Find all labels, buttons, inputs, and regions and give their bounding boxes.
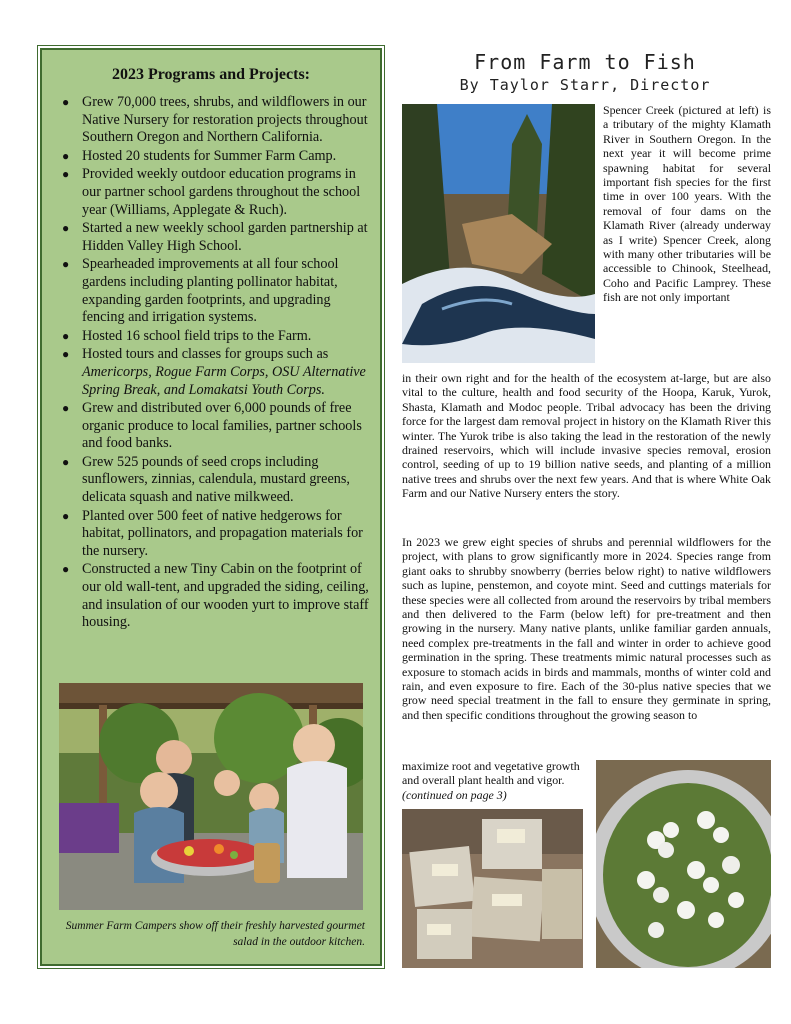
sidebar-title: 2023 Programs and Projects: xyxy=(111,66,311,83)
list-item: ● Grew and distributed over 6,000 pounds of free organic produce to local families, partner schools and food banks. xyxy=(62,400,362,452)
list-item: ● Started a new weekly school garden partnership at Hidden Valley High School. xyxy=(62,220,368,254)
list-item: ● Planted over 500 feet of native hedgerows for habitat, pollinators, and propagation materials for the nursery. xyxy=(62,507,363,559)
programs-sidebar xyxy=(40,48,382,966)
spencer-creek-photo xyxy=(402,104,595,363)
list-item: ● Hosted 20 students for Summer Farm Camp. xyxy=(62,147,337,164)
bullet-icon: ● xyxy=(62,95,70,109)
bullet-icon: ● xyxy=(62,221,70,236)
snowberry-photo xyxy=(596,760,771,968)
photo-caption: Summer Farm Campers show off their freshly harvested gourmet salad in the outdoor kitchen. xyxy=(65,920,365,948)
bullet-icon: ● xyxy=(62,401,70,416)
article-paragraph-2-wrap: maximize root and vegetative growth and overall plant health and vigor. (continued on page 3) xyxy=(402,759,580,802)
article-paragraph-1: in their own right and for the health of the ecosystem at-large, but are also vital to the culture, health and food security of the Hoopa, Karuk, Yurok, Shasta, Klamath and Modoc people. Tribal advocacy has been the driving force for the largest dam removal project in history on the Klamath River this winter. The Yurok tribe is also taking the lead in the restoration of the newly drained reservoirs, which will include invasive species removal, erosion control, seeding of up to 19 billion native seeds, and planting of a million native trees and shrubs over the next few years. And that is where White Oak Farm and our Native Nursery enters the story. xyxy=(402,371,771,501)
list-item: ● Hosted 16 school field trips to the Farm. xyxy=(62,327,312,344)
bullet-icon: ● xyxy=(62,328,70,343)
list-item: ● Spearheaded improvements at all four school gardens including planting pollinator habitat, expanding garden footprints, and upgrading fencing and irrigation systems. xyxy=(62,256,339,326)
article-paragraph-2: In 2023 we grew eight species of shrubs and perennial wildflowers for the project, with plans to grow significantly more in 2024. Species range from giant oaks to shrubby snowberry (berries below right) to native wildflowers such as lupine, penstemon, and coyote mint. Seed and cuttings materials for these species were all collected from around the reservoirs by tribal members and then delivered to the Farm (below left) for pre-treatment and then growing in the nursery. Many native plants, unlike familiar garden annuals, need complex pre-treatments in the fall and winter in order to achieve good germination in the spring. These treatments mimic natural processes such as exposure to stomach acids in birds and mammals, months of winter cold and rain, and even exposure to fire. Each of the 30-plus native species that we grow need special treatment in the fall to ensure they germinate in spring, and then specific conditions throughout the growing season to xyxy=(402,535,771,722)
bullet-icon: ● xyxy=(62,562,70,577)
article-byline: By Taylor Starr, Director xyxy=(459,76,711,94)
bullet-icon: ● xyxy=(62,167,70,182)
continued-link: (continued on page 3) xyxy=(402,787,507,802)
list-item: ● Grew 525 pounds of seed crops including sunflowers, zinnias, calendula, mustard greens, delicata squash and native milkweed. xyxy=(62,453,350,506)
list-item: ● Hosted tours and classes for groups such as Americorps, Rogue Farm Corps, OSU Alternative Spring Break, and Lomakatsi Youth Corps. xyxy=(62,346,366,398)
article-title: From Farm to Fish xyxy=(474,50,696,74)
seed-bags-photo xyxy=(402,809,583,968)
list-item: ● Constructed a new Tiny Cabin on the footprint of our old wall-tent, and upgraded the siding, ceiling, and insulation of our wooden yurt to improve staff housing. xyxy=(62,561,369,631)
bullet-icon: ● xyxy=(62,148,70,163)
list-item: ● Provided weekly outdoor education programs in our partner school gardens throughout the school year (Williams, Applegate & Ruch). xyxy=(62,166,361,218)
farm-camp-photo xyxy=(59,683,363,910)
list-item: ● Grew 70,000 trees, shrubs, and wildflowers in our Native Nursery for restoration projects throughout Southern Oregon and Northern California. xyxy=(62,94,368,146)
bullet-icon: ● xyxy=(62,257,70,272)
bullet-icon: ● xyxy=(62,508,70,523)
bullet-icon: ● xyxy=(62,347,70,362)
partner-groups: Americorps, Rogue Farm Corps, OSU Alternative Spring Break, and Lomakatsi Youth Corps. xyxy=(82,363,366,398)
programs-list xyxy=(60,94,370,633)
article-paragraph-1-wrap: Spencer Creek (pictured at left) is a tributary of the mighty Klamath River in Southern Oregon. In the next year it will become prime spawning habitat for several important fish species for the first time in over 100 years. With the removal of four dams on the Klamath River (already underway as I write) Spencer Creek, along with many other tributaries will be accessible to Chinook, Steelhead, Coho and Pacific Lamprey. These fish are not only important xyxy=(603,103,771,305)
bullet-icon: ● xyxy=(62,454,70,469)
